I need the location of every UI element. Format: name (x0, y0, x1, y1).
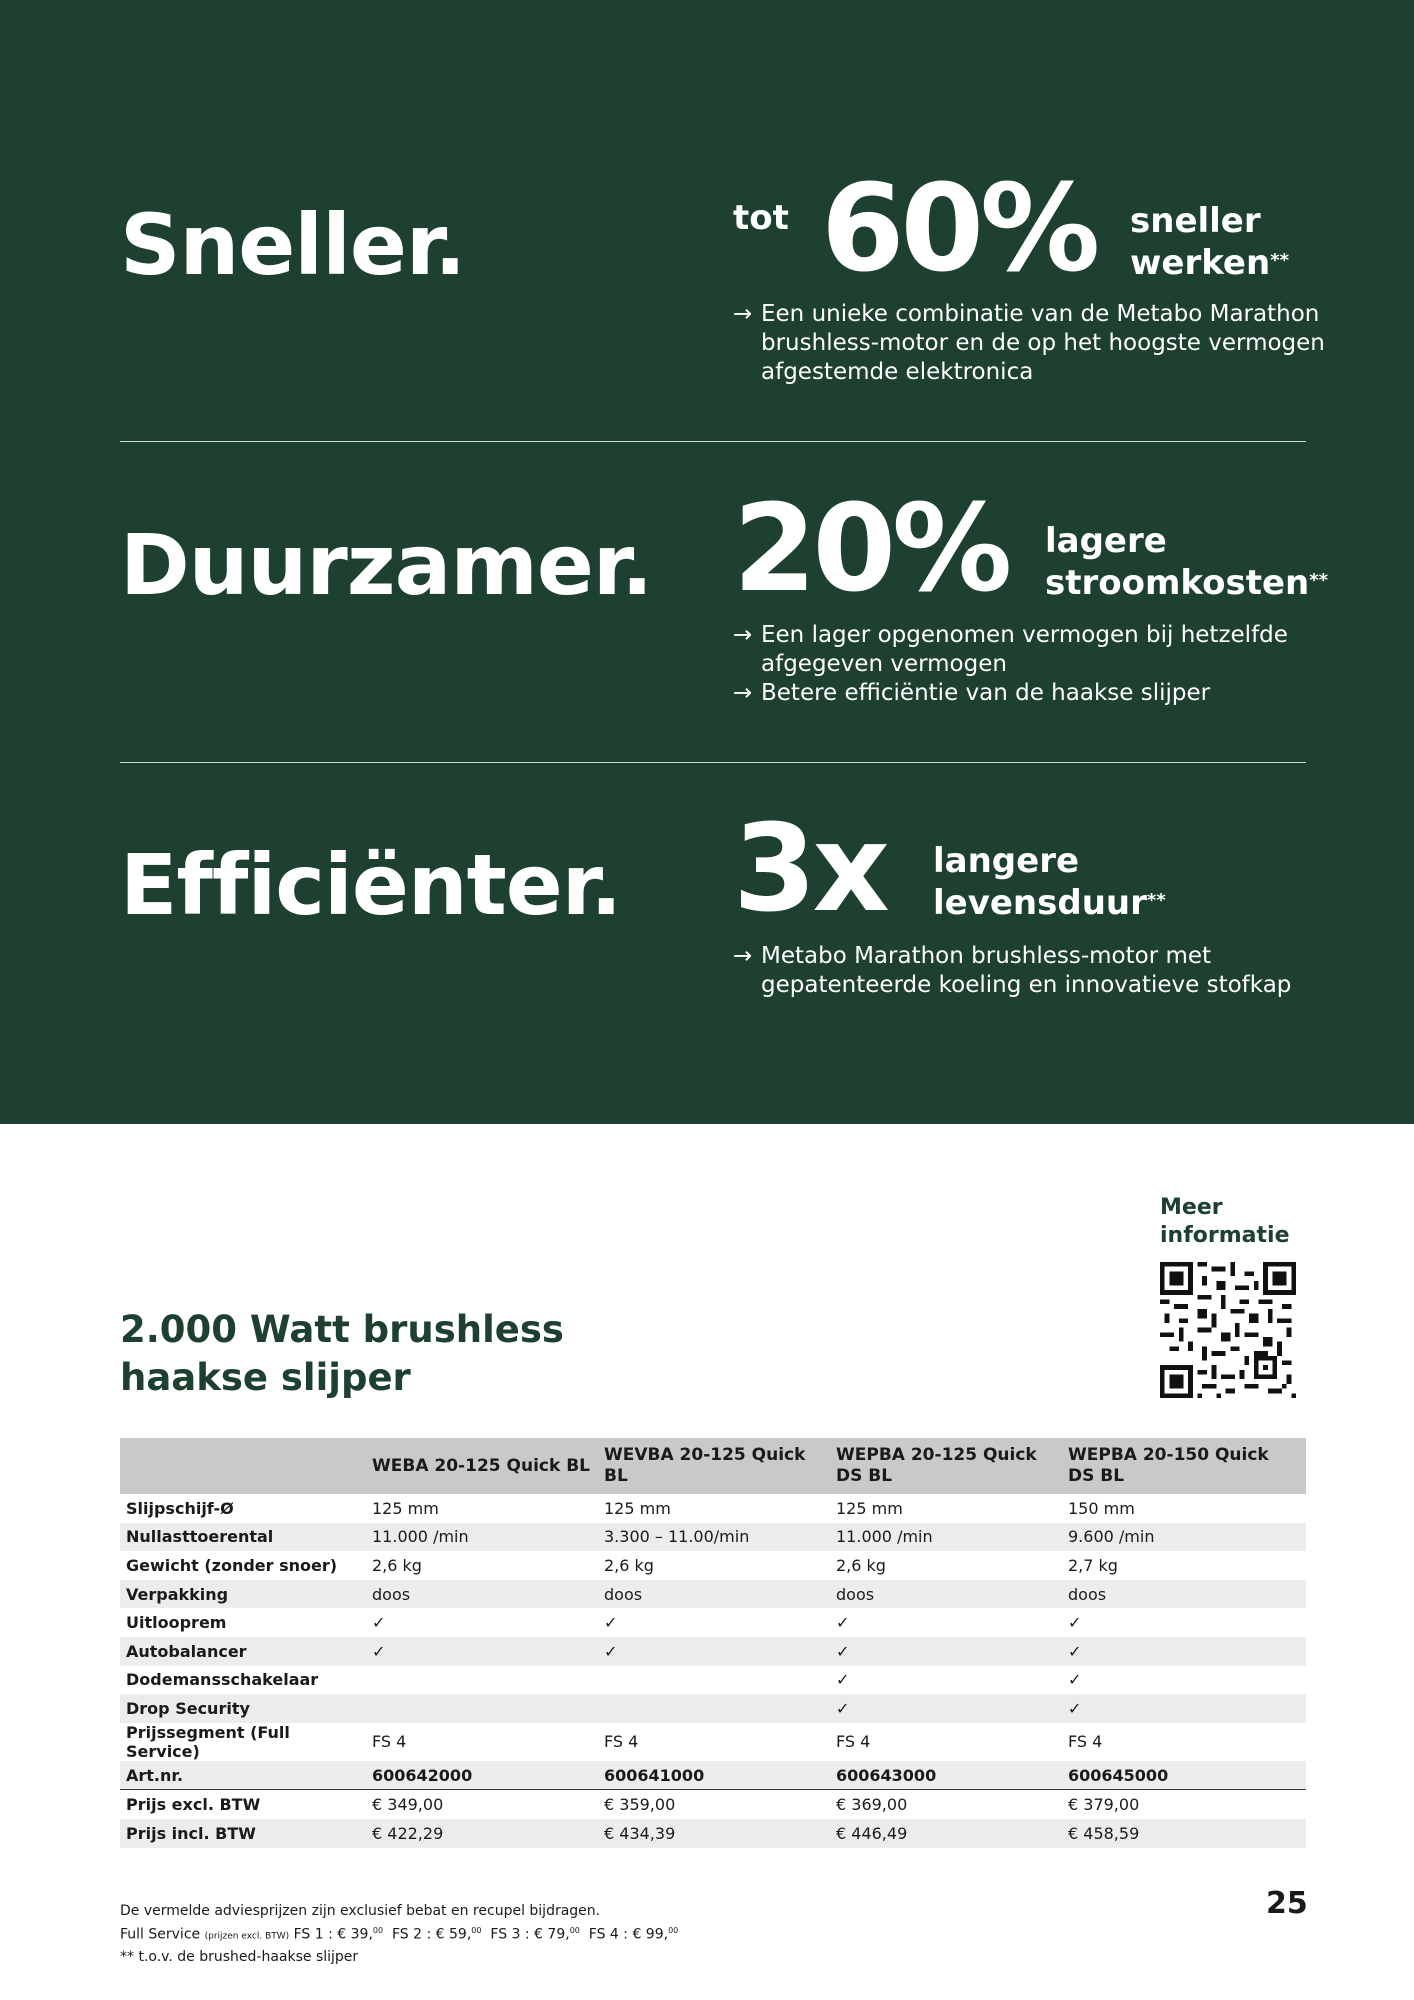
stat-big-number: 60% (821, 160, 1097, 299)
arrow-right-icon: → (733, 301, 753, 327)
table-cell (598, 1666, 830, 1695)
footnote-line: ** t.o.v. de brushed-haakse slijper (120, 1948, 359, 1965)
stat-prefix: tot (733, 198, 789, 238)
table-row (120, 1761, 1306, 1790)
bullet-item: → Betere efficiëntie van de haakse slijper (733, 680, 1211, 706)
table-cell: FS 4 (372, 1732, 407, 1752)
check-icon: ✓ (366, 1637, 598, 1666)
table-cell: 600642000 (366, 1761, 598, 1790)
row-label: Autobalancer (120, 1637, 366, 1666)
check-icon: ✓ (1062, 1637, 1306, 1666)
table-row (120, 1723, 1306, 1761)
table-cell: 600645000 (1062, 1761, 1306, 1790)
headword-efficienter: Efficiënter. (120, 836, 622, 934)
arrow-right-icon: → (733, 680, 753, 706)
headword-duurzamer: Duurzamer. (120, 516, 653, 614)
table-cell: 2,6 kg (604, 1555, 654, 1575)
table-cell: 9.600 /min (1062, 1523, 1306, 1552)
check-icon: ✓ (836, 1613, 850, 1633)
arrow-right-icon: → (733, 622, 753, 648)
bullet-item: → Metabo Marathon brushless-motor met gepatenteerde koeling en innovatieve stofkap (733, 943, 1292, 998)
spec-table-header (120, 1438, 1306, 1494)
check-icon: ✓ (372, 1613, 386, 1633)
table-cell (598, 1694, 830, 1723)
table-cell: FS 4 (836, 1732, 871, 1752)
check-icon: ✓ (1068, 1670, 1082, 1690)
table-row (120, 1790, 1306, 1819)
table-cell: doos (1062, 1580, 1306, 1609)
table-cell: € 359,00 (604, 1795, 676, 1815)
bullet-list (733, 942, 1341, 1000)
table-cell: doos (366, 1580, 598, 1609)
check-icon: ✓ (836, 1670, 850, 1690)
table-cell: FS 4 (1068, 1732, 1103, 1752)
bullet-item: → Een unieke combinatie van de Metabo Marathon brushless-motor en de op het hoogste vermogen afgestemde elektronica (733, 301, 1325, 385)
table-cell: 11.000 /min (830, 1523, 1062, 1552)
table-cell: doos (598, 1580, 830, 1609)
row-label: Gewicht (zonder snoer) (126, 1555, 338, 1575)
footnote-mark: ** (1270, 250, 1290, 271)
table-row (120, 1551, 1306, 1580)
stat-big-number: 3x (733, 800, 886, 939)
qr-code-icon[interactable] (1160, 1262, 1296, 1398)
row-label: Prijssegment (Full Service) (126, 1722, 290, 1761)
check-icon: ✓ (830, 1637, 1062, 1666)
row-label: Slijpschijf-Ø (126, 1498, 234, 1518)
bullet-list (733, 300, 1341, 387)
table-row (120, 1666, 1306, 1695)
footnote-mark: ** (1309, 570, 1329, 591)
stat-caption-line2: werken** (1130, 243, 1290, 283)
page-number: 25 (1266, 1886, 1308, 1921)
stat-caption-line1: lagere (1045, 521, 1167, 561)
table-cell: € 434,39 (598, 1819, 830, 1848)
check-icon: ✓ (598, 1637, 830, 1666)
table-row (120, 1580, 1306, 1609)
header-cell: WEVBA 20-125 Quick BL (598, 1438, 830, 1494)
stat-caption (1045, 520, 1328, 604)
table-row (120, 1523, 1306, 1552)
table-cell: 600643000 (830, 1761, 1062, 1790)
arrow-right-icon: → (733, 943, 753, 969)
table-cell: 125 mm (836, 1498, 903, 1518)
qr-label: Meer informatie (1160, 1195, 1290, 1248)
footnotes (120, 1901, 678, 1967)
table-cell: € 458,59 (1062, 1819, 1306, 1848)
product-title: 2.000 Watt brushless haakse slijper (120, 1308, 564, 1399)
spec-table (120, 1438, 1306, 1848)
table-cell: doos (830, 1580, 1062, 1609)
check-icon: ✓ (830, 1694, 1062, 1723)
stat-caption (933, 840, 1166, 924)
divider (120, 762, 1306, 763)
table-cell (366, 1694, 598, 1723)
table-cell: 11.000 /min (366, 1523, 598, 1552)
stat-caption (1130, 200, 1289, 284)
header-cell: WEPBA 20-150 Quick DS BL (1062, 1438, 1306, 1494)
stat-caption-line1: sneller (1130, 201, 1261, 241)
table-cell: € 379,00 (1068, 1795, 1140, 1815)
table-cell: FS 4 (604, 1732, 639, 1752)
check-icon: ✓ (604, 1613, 618, 1633)
table-cell: € 422,29 (366, 1819, 598, 1848)
stat-caption-line2: stroomkosten** (1045, 563, 1329, 603)
check-icon: ✓ (1068, 1613, 1082, 1633)
row-label: Dodemansschakelaar (126, 1670, 319, 1690)
table-row (120, 1494, 1306, 1523)
headword-sneller: Sneller. (120, 196, 466, 294)
stat-big-number: 20% (733, 480, 1009, 619)
table-cell (366, 1666, 598, 1695)
table-cell: 2,6 kg (372, 1555, 422, 1575)
row-label: Art.nr. (120, 1761, 366, 1790)
table-cell: 2,6 kg (836, 1555, 886, 1575)
table-cell: 150 mm (1068, 1498, 1135, 1518)
footnote-mark: ** (1146, 890, 1166, 911)
table-cell: 125 mm (372, 1498, 439, 1518)
header-cell: WEPBA 20-125 Quick DS BL (830, 1438, 1062, 1494)
row-label: Prijs excl. BTW (126, 1795, 261, 1815)
footnote-line: Full Service (prijzen excl. BTW) FS 1 : € 39,00 FS 2 : € 59,00 FS 3 : € 79,00 FS 4 : € 99,00 (120, 1926, 679, 1943)
row-label: Prijs incl. BTW (120, 1819, 366, 1848)
header-cell (120, 1438, 366, 1494)
bullet-list (733, 621, 1341, 708)
table-cell: € 369,00 (836, 1795, 908, 1815)
divider (120, 441, 1306, 442)
row-label: Nullasttoerental (120, 1523, 366, 1552)
row-label: Drop Security (120, 1694, 366, 1723)
footnote-line: De vermelde adviesprijzen zijn exclusief bebat en recupel bijdragen. (120, 1903, 601, 1919)
stat-caption-line1: langere (933, 841, 1080, 881)
table-cell: 600641000 (598, 1761, 830, 1790)
table-cell: 2,7 kg (1068, 1555, 1118, 1575)
table-cell: 3.300 – 11.00/min (598, 1523, 830, 1552)
header-cell: WEBA 20-125 Quick BL (366, 1438, 598, 1494)
stat-caption-line2: levensduur** (933, 883, 1166, 923)
table-row (120, 1608, 1306, 1637)
table-cell: € 349,00 (372, 1795, 444, 1815)
table-row (120, 1819, 1306, 1848)
bullet-item: → Een lager opgenomen vermogen bij hetzelfde afgegeven vermogen (733, 622, 1288, 677)
table-row (120, 1637, 1306, 1666)
table-cell: € 446,49 (830, 1819, 1062, 1848)
table-cell: 125 mm (604, 1498, 671, 1518)
table-row (120, 1694, 1306, 1723)
row-label: Verpakking (120, 1580, 366, 1609)
check-icon: ✓ (1062, 1694, 1306, 1723)
row-label: Uitlooprem (126, 1613, 227, 1633)
